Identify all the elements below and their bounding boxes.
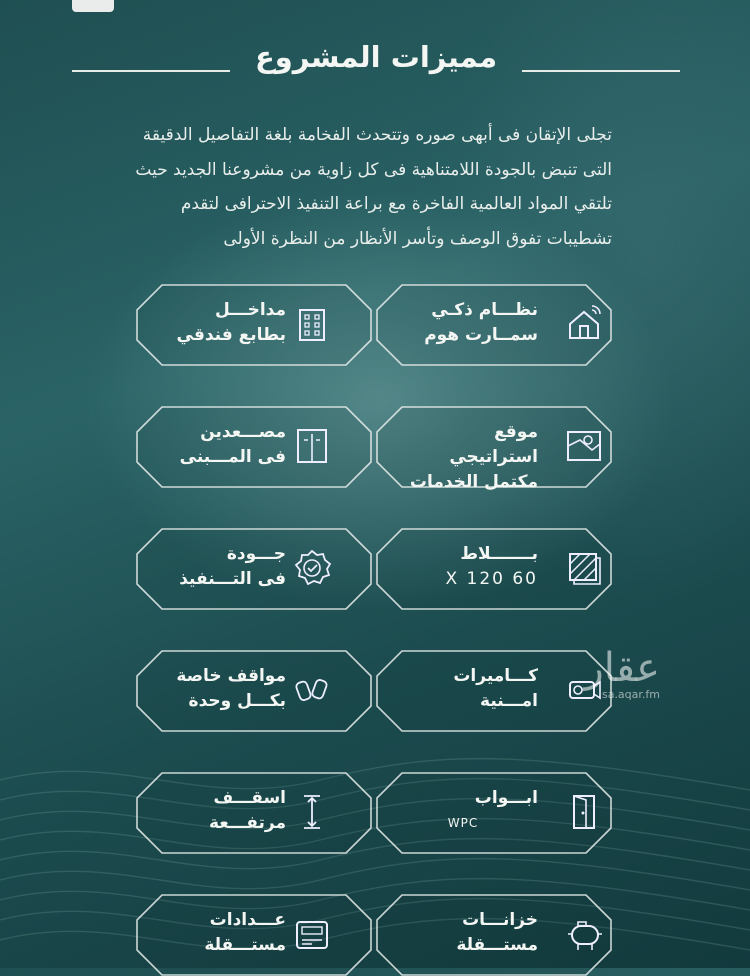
title-divider-left <box>72 70 230 72</box>
feature-line2: فى التـــنفيذ <box>179 569 286 589</box>
feature-line1: كـــاميرات <box>453 666 538 686</box>
smart-home-icon <box>564 304 604 344</box>
feature-line2: بكـــل وحدة <box>188 691 286 711</box>
feature-text <box>136 420 286 470</box>
feature-line1: جـــودة <box>226 544 286 564</box>
title-divider-right <box>522 70 680 72</box>
feature-card-smart-home <box>376 284 612 366</box>
feature-line2: بطابع فندقي <box>176 325 286 345</box>
feature-card-quality-badge <box>136 528 372 610</box>
feature-card-tiles <box>376 528 612 610</box>
feature-card-water-tank <box>376 894 612 976</box>
aqar-watermark <box>540 645 660 718</box>
feature-line1: ابـــواب <box>474 788 538 808</box>
feature-line1: نظـــام ذكـي <box>431 300 538 320</box>
watermark-url: sa.aqar.fm <box>601 688 660 701</box>
feature-card-ceiling-height <box>136 772 372 854</box>
feature-text <box>408 420 538 495</box>
meter-icon <box>292 914 332 954</box>
intro-paragraph: تجلى الإتقان فى أبهى صوره وتتحدث الفخامة بلغة التفاصيل الدقيقة التى تنبض بالجودة اللامتناهية فى كل زاوية من مشروعنا الجديد حيث تلتقي المواد العالمية الفاخرة مع براعة التنفيذ الاحترافى لتقدم تشطيبات تفوق الوصف وتأسر الأنظار من النظرة الأولى <box>135 125 612 249</box>
feature-card-meter <box>136 894 372 976</box>
building-icon <box>292 304 332 344</box>
feature-card-building <box>136 284 372 366</box>
feature-text <box>408 298 538 348</box>
ceiling-height-icon <box>292 792 332 832</box>
feature-line1: مداخـــل <box>214 300 286 320</box>
feature-card-elevator <box>136 406 372 488</box>
feature-text <box>136 908 286 958</box>
feature-line2: سمــارت هوم <box>424 325 538 345</box>
feature-line1: مصـــعدين <box>200 422 286 442</box>
feature-text <box>408 664 538 714</box>
feature-line2: فى المـــبنى <box>179 447 286 467</box>
feature-line1: بـــــــلاط <box>460 544 538 564</box>
tiles-icon <box>564 548 604 588</box>
map-location-icon <box>564 426 604 466</box>
feature-line1: موقع استراتيجي <box>449 422 538 467</box>
feature-text <box>408 542 538 592</box>
feature-card-door <box>376 772 612 854</box>
watermark-logo: عقار <box>584 645 660 691</box>
page-title: مميزات المشروع <box>254 40 498 74</box>
feature-text <box>408 786 538 836</box>
feature-text <box>136 542 286 592</box>
feature-line2: مرتفـــعة <box>208 813 286 833</box>
top-tab-indicator <box>72 0 114 12</box>
feature-line1: مواقف خاصة <box>176 666 286 686</box>
feature-card-parking-cars <box>136 650 372 732</box>
feature-line1: خزانـــات <box>462 910 538 930</box>
feature-text <box>136 298 286 348</box>
elevator-icon <box>292 426 332 466</box>
feature-line2: WPC <box>447 816 479 830</box>
feature-line2: مكتمل الخدمات <box>409 472 538 492</box>
feature-line1: اسقـــف <box>213 788 286 808</box>
feature-card-map-location <box>376 406 612 492</box>
feature-text <box>408 908 538 958</box>
quality-badge-icon <box>292 548 332 588</box>
feature-line2: 60 X 120 <box>445 569 538 589</box>
feature-line2: مستـــقلة <box>204 935 286 955</box>
feature-line2: امـــنية <box>480 691 538 711</box>
feature-line2: مستـــقلة <box>456 935 538 955</box>
feature-text <box>136 786 286 836</box>
water-tank-icon <box>564 914 604 954</box>
feature-line1: عـــدادات <box>209 910 286 930</box>
door-icon <box>564 792 604 832</box>
parking-cars-icon <box>292 670 332 710</box>
title-row <box>0 40 750 80</box>
feature-text <box>136 664 286 714</box>
